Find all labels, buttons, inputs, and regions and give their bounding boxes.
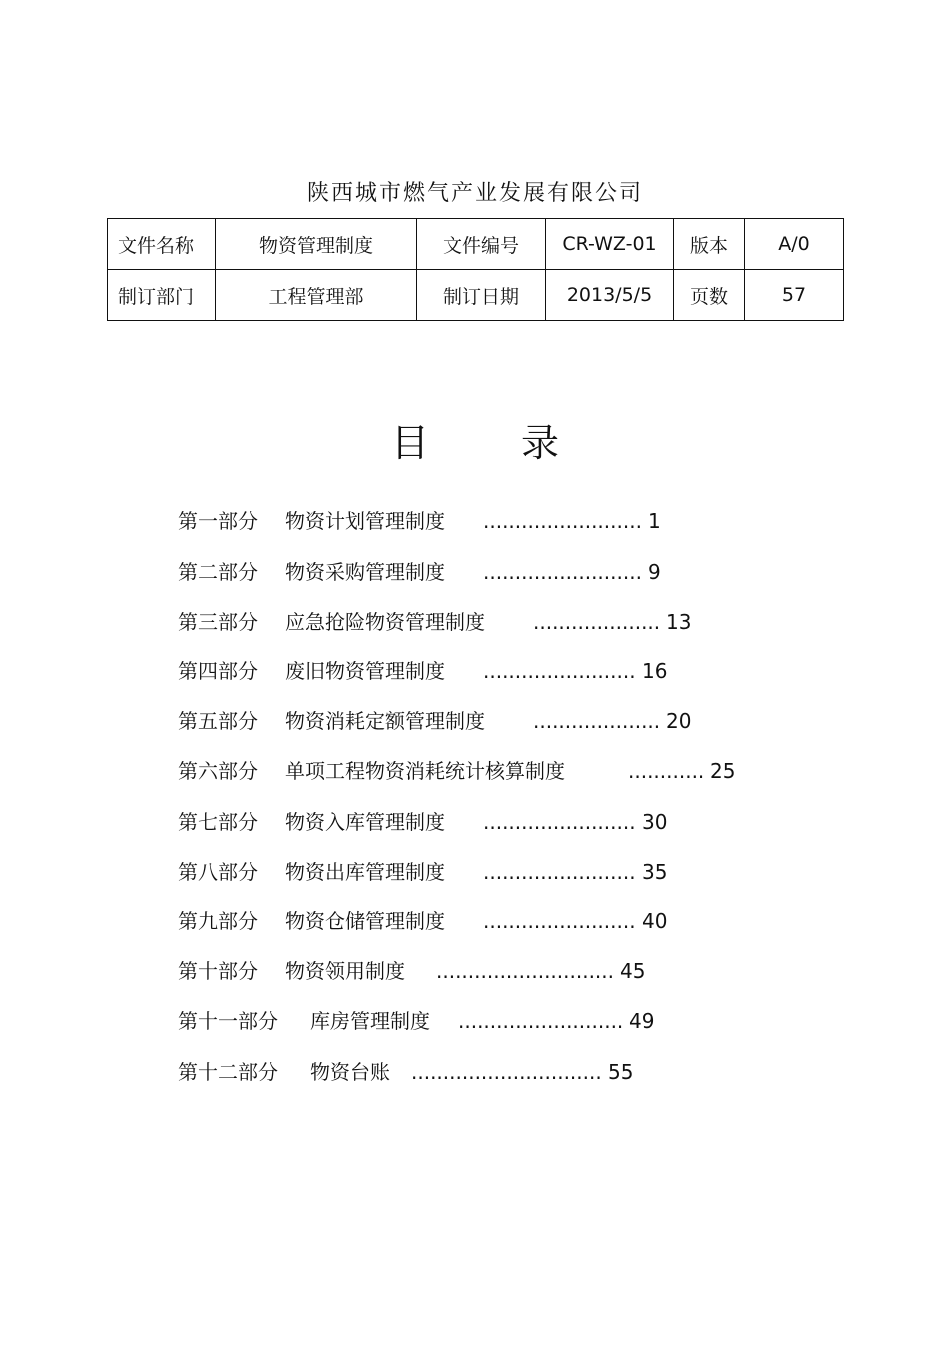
version-label: 版本 — [674, 219, 745, 270]
toc-title: 废旧物资管理制度 — [285, 659, 445, 683]
toc-part-label: 第六部分 — [178, 759, 258, 783]
toc-leader-dots: ........................ — [483, 659, 636, 683]
toc-title: 应急抢险物资管理制度 — [285, 610, 485, 634]
toc-part-label: 第十二部分 — [178, 1060, 278, 1084]
toc-part-label: 第一部分 — [178, 509, 258, 533]
toc-part-label: 第九部分 — [178, 909, 258, 933]
pages-label: 页数 — [674, 270, 745, 321]
toc-leader-dots: .................... — [533, 709, 661, 733]
toc-title: 单项工程物资消耗统计核算制度 — [285, 759, 565, 783]
toc-part-label: 第二部分 — [178, 560, 258, 584]
department-label: 制订部门 — [108, 270, 216, 321]
toc-title: 物资采购管理制度 — [285, 560, 445, 584]
toc-leader-dots: ............................ — [436, 959, 615, 983]
toc-page-number: 49 — [629, 1009, 655, 1033]
toc-leader-dots: ......................... — [483, 509, 642, 533]
toc-page-number: 13 — [666, 610, 692, 634]
toc-part-label: 第十部分 — [178, 959, 258, 983]
toc-part-label: 第三部分 — [178, 610, 258, 634]
toc-page-number: 55 — [608, 1060, 634, 1084]
toc-title: 物资消耗定额管理制度 — [285, 709, 485, 733]
toc-leader-dots: ............ — [628, 759, 705, 783]
date-value: 2013/5/5 — [546, 270, 674, 321]
toc-title: 物资领用制度 — [285, 959, 405, 983]
toc-leader-dots: ........................ — [483, 810, 636, 834]
toc-page-number: 16 — [642, 659, 668, 683]
toc-part-label: 第八部分 — [178, 860, 258, 884]
document-info-table — [107, 218, 844, 321]
toc-leader-dots: ......................... — [483, 560, 642, 584]
toc-title: 物资台账 — [310, 1060, 390, 1084]
toc-page-number: 30 — [642, 810, 668, 834]
toc-leader-dots: .............................. — [411, 1060, 602, 1084]
toc-title: 物资仓储管理制度 — [285, 909, 445, 933]
info-row-2 — [108, 270, 844, 321]
toc-page-number: 20 — [666, 709, 692, 733]
toc-part-label: 第五部分 — [178, 709, 258, 733]
company-name: 陕西城市燃气产业发展有限公司 — [306, 181, 643, 206]
toc-leader-dots: ........................ — [483, 860, 636, 884]
toc-leader-dots: .................... — [533, 610, 661, 634]
toc-part-label: 第十一部分 — [178, 1009, 278, 1033]
toc-leader-dots: .......................... — [458, 1009, 624, 1033]
info-row-1 — [108, 219, 844, 270]
file-name-label: 文件名称 — [108, 219, 216, 270]
toc-page-number: 1 — [648, 509, 661, 533]
toc-heading: 目 录 — [390, 421, 600, 465]
pages-value: 57 — [745, 270, 844, 321]
toc-page-number: 35 — [642, 860, 668, 884]
file-name-value: 物资管理制度 — [216, 219, 417, 270]
toc-leader-dots: ........................ — [483, 909, 636, 933]
toc-page-number: 9 — [648, 560, 661, 584]
version-value: A/0 — [745, 219, 844, 270]
department-value: 工程管理部 — [216, 270, 417, 321]
toc-title: 物资计划管理制度 — [285, 509, 445, 533]
toc-part-label: 第七部分 — [178, 810, 258, 834]
toc-page-number: 25 — [710, 759, 736, 783]
date-label: 制订日期 — [417, 270, 546, 321]
toc-page-number: 45 — [620, 959, 646, 983]
toc-page-number: 40 — [642, 909, 668, 933]
toc-part-label: 第四部分 — [178, 659, 258, 683]
toc-title: 物资入库管理制度 — [285, 810, 445, 834]
toc-title: 库房管理制度 — [310, 1009, 430, 1033]
file-number-label: 文件编号 — [417, 219, 546, 270]
toc-title: 物资出库管理制度 — [285, 860, 445, 884]
file-number-value: CR-WZ-01 — [546, 219, 674, 270]
